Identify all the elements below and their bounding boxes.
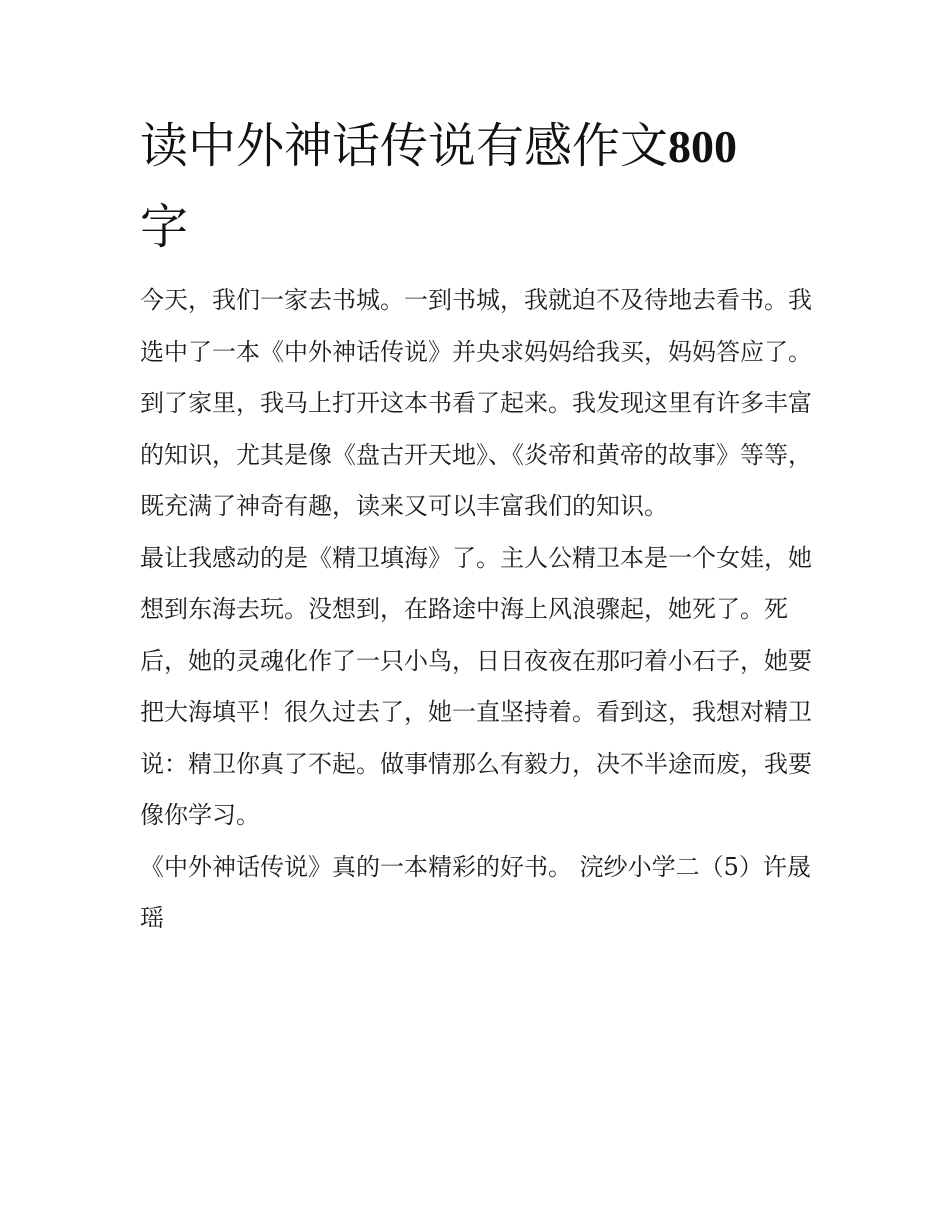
paragraph-2: 到了家里，我马上打开这本书看了起来。我发现这里有许多丰富的知识，尤其是像《盘古开天地》、《炎帝和黄帝的故事》等等，既充满了神奇有趣，读来又可以丰富我们的知识。 [140, 389, 812, 520]
title-chinese: 读中外神话传说有感作文 [140, 118, 669, 174]
paragraph-4: 《中外神话传说》真的一本精彩的好书。 浣纱小学二（5）许晟瑶 [140, 852, 811, 932]
paragraph-3: 最让我感动的是《精卫填海》了。主人公精卫本是一个女娃，她想到东海去玩。没想到，在路途中海上风浪骤起，她死了。死后，她的灵魂化作了一只小鸟，日日夜夜在那叼着小石子，她要把大海填平！很久过去了，她一直坚持着。看到这，我想对精卫说：精卫你真了不起。做事情那么有毅力，决不半途而废，我要像你学习。 [140, 543, 812, 829]
document-title [140, 106, 820, 267]
document-body [140, 275, 820, 945]
title-tail: 字 [140, 199, 189, 255]
title-number: 800 [668, 121, 738, 172]
paragraph-1: 今天，我们一家去书城。一到书城，我就迫不及待地去看书。我选中了一本《中外神话传说》并央求妈妈给我买，妈妈答应了。 [140, 286, 812, 366]
